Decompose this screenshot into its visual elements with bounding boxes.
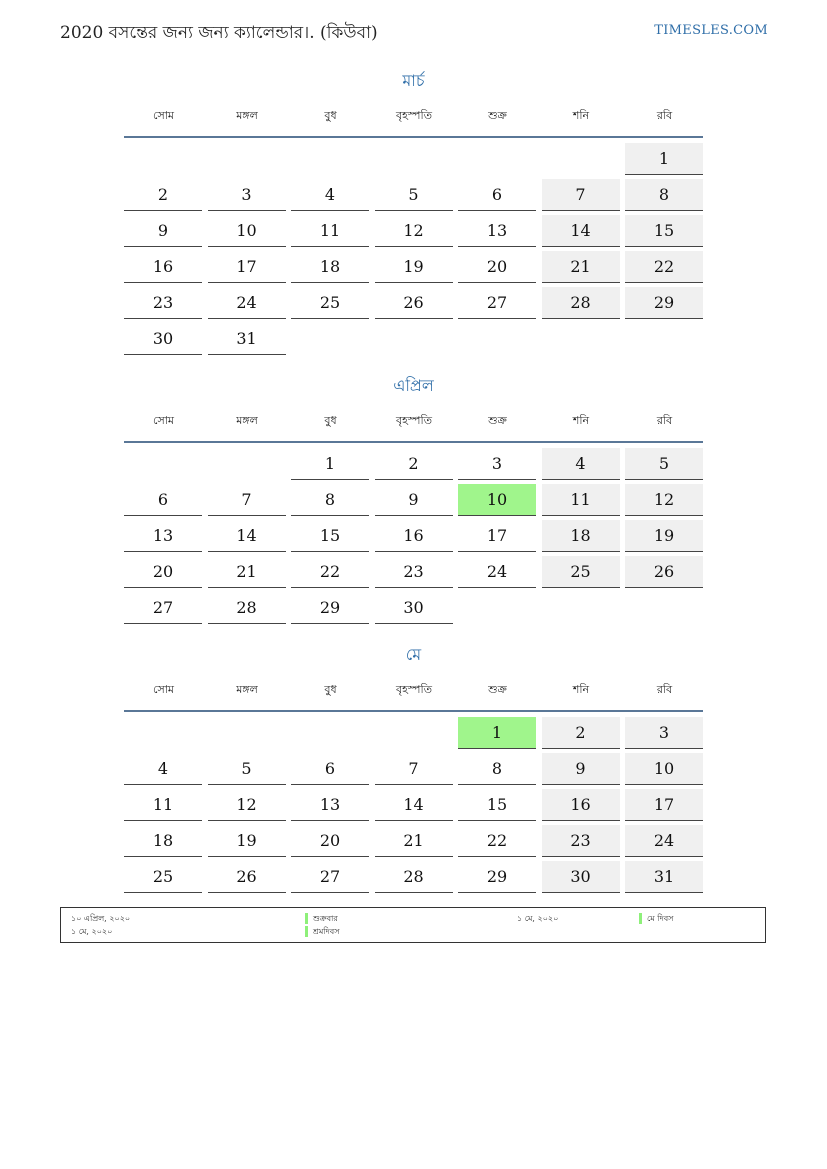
day-cell: 5 (375, 179, 453, 211)
day-cell: 22 (458, 825, 536, 857)
day-cell: 16 (542, 789, 620, 821)
day-cell: 23 (124, 287, 202, 319)
day-cell: 4 (542, 448, 620, 480)
day-cell: 27 (124, 592, 202, 624)
page-title: 2020 বসন্তের জন্য জন্য ক্যালেন্ডার।. (কিউবা) (60, 23, 378, 43)
day-cell: 22 (625, 251, 703, 283)
legend-date: ১০ এপ্রিল, ২০২০ (71, 914, 131, 923)
day-cell: 2 (542, 717, 620, 749)
day-cell: 8 (291, 484, 369, 516)
day-cell: 20 (124, 556, 202, 588)
day-cell: 18 (291, 251, 369, 283)
day-cell: 28 (208, 592, 286, 624)
day-cell: 12 (375, 215, 453, 247)
day-cell: 2 (375, 448, 453, 480)
day-cell: 21 (208, 556, 286, 588)
day-cell: 20 (458, 251, 536, 283)
day-cell: 27 (291, 861, 369, 893)
day-cell: 9 (542, 753, 620, 785)
day-cell: 2 (124, 179, 202, 211)
day-cell: 24 (208, 287, 286, 319)
day-cell: 9 (375, 484, 453, 516)
day-cell: 5 (625, 448, 703, 480)
legend-holiday-name: শ্রমদিবস (313, 927, 340, 936)
weekday-label: সোম (152, 414, 175, 427)
day-cell: 20 (291, 825, 369, 857)
day-cell: 29 (458, 861, 536, 893)
day-cell: 25 (124, 861, 202, 893)
day-cell: 19 (208, 825, 286, 857)
day-cell: 26 (375, 287, 453, 319)
legend-holiday-name: শুক্রবার (313, 914, 338, 923)
day-cell: 24 (625, 825, 703, 857)
day-cell: 10 (208, 215, 286, 247)
weekday-label: বৃহস্পতি (396, 683, 432, 696)
weekday-label: শনি (572, 109, 590, 122)
day-cell: 15 (458, 789, 536, 821)
day-cell: 21 (542, 251, 620, 283)
day-cell: 8 (458, 753, 536, 785)
month-title: মার্চ (402, 71, 425, 90)
day-cell: 13 (458, 215, 536, 247)
legend-date: ১ মে, ২০২০ (71, 927, 113, 936)
day-cell: 31 (208, 323, 286, 355)
legend-color-swatch (639, 913, 642, 924)
day-cell: 17 (208, 251, 286, 283)
day-cell: 12 (208, 789, 286, 821)
day-cell: 1 (625, 143, 703, 175)
day-cell: 29 (291, 592, 369, 624)
day-cell: 17 (625, 789, 703, 821)
day-cell: 6 (291, 753, 369, 785)
day-cell: 1 (291, 448, 369, 480)
weekday-label: শনি (572, 683, 590, 696)
day-cell: 11 (291, 215, 369, 247)
day-cell: 6 (124, 484, 202, 516)
day-cell: 28 (375, 861, 453, 893)
weekday-label: মঙ্গল (236, 414, 258, 427)
day-cell: 5 (208, 753, 286, 785)
day-cell: 23 (375, 556, 453, 588)
day-cell: 17 (458, 520, 536, 552)
month-may (124, 640, 703, 886)
day-cell: 11 (542, 484, 620, 516)
site-link[interactable]: TIMESLES.COM (654, 23, 768, 38)
holiday-legend (60, 907, 766, 943)
day-cell: 30 (124, 323, 202, 355)
day-cell: 3 (625, 717, 703, 749)
month-march (124, 66, 703, 348)
day-cell: 21 (375, 825, 453, 857)
weekday-label: বুধ (324, 683, 337, 696)
weekday-label: রবি (656, 414, 673, 427)
legend-color-swatch (305, 926, 308, 937)
month-april (124, 371, 703, 617)
day-cell: 3 (458, 448, 536, 480)
weekday-label: সোম (152, 683, 175, 696)
month-title: এপ্রিল (393, 376, 434, 395)
day-cell: 25 (291, 287, 369, 319)
weekday-header-row (124, 104, 703, 138)
weekday-label: বৃহস্পতি (396, 414, 432, 427)
day-cell: 27 (458, 287, 536, 319)
day-cell: 18 (124, 825, 202, 857)
day-cell: 29 (625, 287, 703, 319)
day-cell: 15 (291, 520, 369, 552)
weekday-label: মঙ্গল (236, 109, 258, 122)
legend-date: ১ মে, ২০২০ (517, 914, 559, 923)
weekday-label: শুক্র (488, 109, 507, 122)
weekday-label: সোম (152, 109, 175, 122)
day-cell: 14 (375, 789, 453, 821)
weekday-label: শনি (572, 414, 590, 427)
day-cell: 6 (458, 179, 536, 211)
day-cell: 30 (375, 592, 453, 624)
day-cell: 25 (542, 556, 620, 588)
day-cell: 11 (124, 789, 202, 821)
day-cell: 10 (625, 753, 703, 785)
day-cell: 28 (542, 287, 620, 319)
day-cell: 19 (625, 520, 703, 552)
weekday-label: রবি (656, 109, 673, 122)
weekday-label: বুধ (324, 109, 337, 122)
day-cell: 22 (291, 556, 369, 588)
weekday-label: রবি (656, 683, 673, 696)
weekday-label: বৃহস্পতি (396, 109, 432, 122)
day-cell: 1 (458, 717, 536, 749)
day-cell: 24 (458, 556, 536, 588)
day-cell: 13 (124, 520, 202, 552)
day-cell: 30 (542, 861, 620, 893)
day-cell: 10 (458, 484, 536, 516)
weekday-header-row (124, 678, 703, 712)
legend-holiday-name: মে দিবস (647, 914, 674, 923)
day-cell: 13 (291, 789, 369, 821)
day-cell: 7 (542, 179, 620, 211)
weekday-label: শুক্র (488, 414, 507, 427)
day-cell: 3 (208, 179, 286, 211)
day-cell: 26 (625, 556, 703, 588)
day-cell: 14 (208, 520, 286, 552)
day-cell: 16 (124, 251, 202, 283)
day-cell: 12 (625, 484, 703, 516)
month-title: মে (405, 645, 422, 664)
weekday-label: শুক্র (488, 683, 507, 696)
day-cell: 19 (375, 251, 453, 283)
day-cell: 7 (375, 753, 453, 785)
weekday-label: বুধ (324, 414, 337, 427)
weekday-header-row (124, 409, 703, 443)
day-cell: 8 (625, 179, 703, 211)
day-cell: 14 (542, 215, 620, 247)
weekday-label: মঙ্গল (236, 683, 258, 696)
day-cell: 16 (375, 520, 453, 552)
day-cell: 4 (291, 179, 369, 211)
day-cell: 15 (625, 215, 703, 247)
day-cell: 4 (124, 753, 202, 785)
day-cell: 23 (542, 825, 620, 857)
day-cell: 9 (124, 215, 202, 247)
day-cell: 18 (542, 520, 620, 552)
day-cell: 31 (625, 861, 703, 893)
legend-color-swatch (305, 913, 308, 924)
day-cell: 26 (208, 861, 286, 893)
day-cell: 7 (208, 484, 286, 516)
